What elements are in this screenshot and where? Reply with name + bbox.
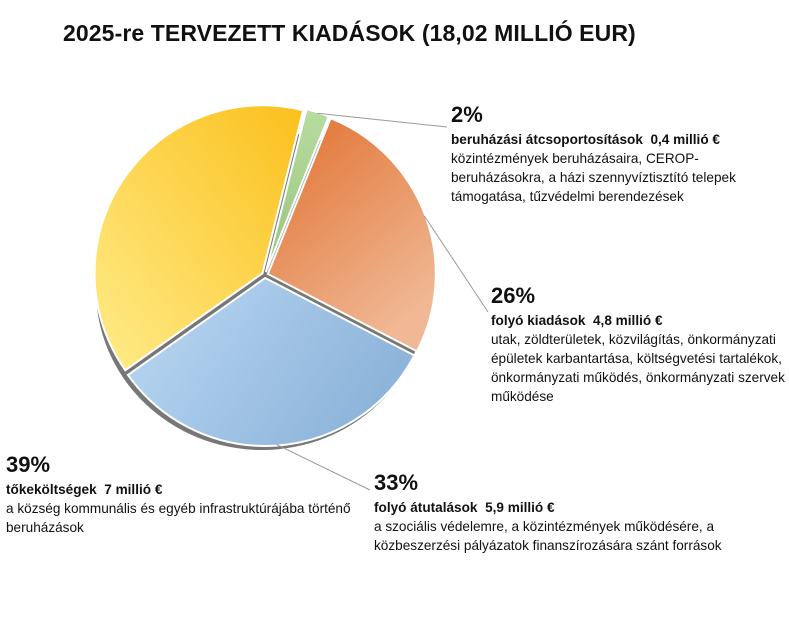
slice-name: folyó kiadások xyxy=(491,313,586,328)
slice-amount: 7 millió € xyxy=(104,482,163,497)
slice-percent: 26% xyxy=(491,283,536,308)
slice-description: a község kommunális és egyéb infrastruktúrájába történő beruházások xyxy=(6,501,351,535)
slice-label-folyo-atutalasok xyxy=(374,470,734,555)
slice-amount: 4,8 millió € xyxy=(593,313,663,328)
slice-label-beruhazasi xyxy=(451,102,751,206)
slice-name: tőkeköltségek xyxy=(6,482,97,497)
slice-description: a szociális védelemre, a közintézmények működésére, a közbeszerzési pályázatok finanszírozására szánt források xyxy=(374,519,722,553)
slice-name: beruházási átcsoportosítások xyxy=(451,132,643,147)
slice-percent: 2% xyxy=(451,102,483,127)
slice-label-tokekoltsegek xyxy=(6,452,376,537)
slice-name: folyó átutalások xyxy=(374,500,478,515)
slice-percent: 33% xyxy=(374,470,419,495)
slice-amount: 5,9 millió € xyxy=(485,500,555,515)
slice-description: közintézmények beruházásaira, CEROP-beruházásokra, a házi szennyvíztisztító telepek támogatása, tűzvédelmi berendezések xyxy=(451,151,736,204)
slice-label-folyo-kiadasok xyxy=(491,283,787,406)
slice-description: utak, zöldterületek, közvilágítás, önkormányzati épületek karbantartása, költségvetési tartalékok, önkormányzati működés, önkormányzati szervek működése xyxy=(491,332,785,404)
slice-percent: 39% xyxy=(6,452,51,477)
chart-title: 2025-re TERVEZETT KIADÁSOK (18,02 MILLIÓ EUR) xyxy=(63,20,636,46)
slice-amount: 0,4 millió € xyxy=(650,132,720,147)
